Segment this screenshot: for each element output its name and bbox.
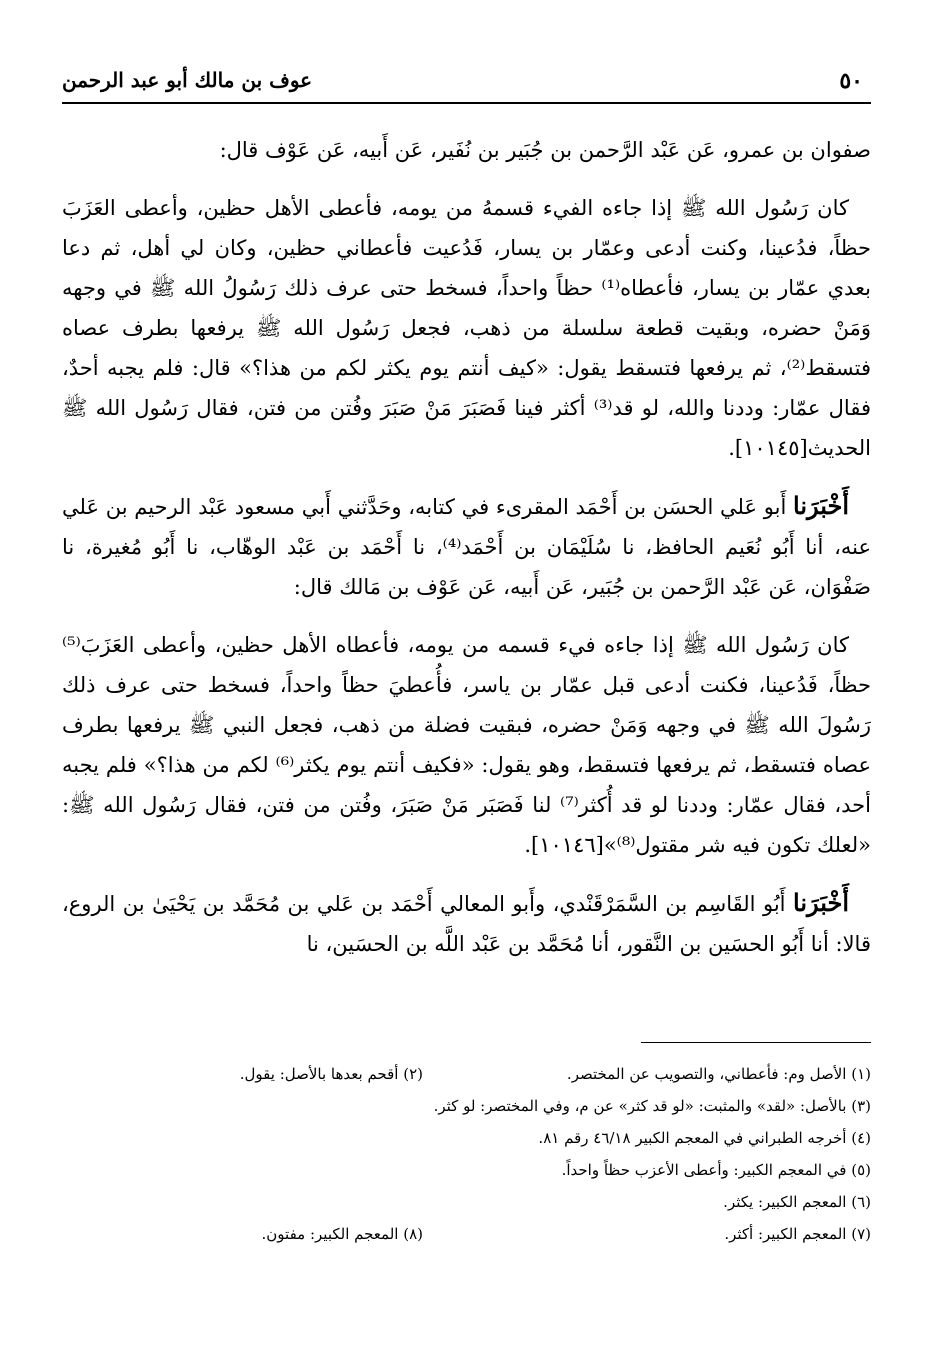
paragraph-3-text: أَبو عَلي الحسَن بن أَحْمَد المقرىء في كتابه، وحَدَّثني أَبي مسعود عَبْد الرحيم بن عَلي عنه، أنا أَبُو نُعَيم الحافظ، نا سُلَيْمَان بن أَحْمَد⁽⁴⁾، نا أَحْمَد بن عَبْد الوهّاب، نا أَبُو مُغيرة، نا صَفْوَان، عَن عَبْد الرَّحمن بن جُبَير، عَن أَبيه، عَن عَوْف بن مَالك قال:	[62, 495, 872, 599]
paragraph-3	[62, 486, 871, 607]
footnote-row	[62, 1186, 871, 1218]
paragraph-4: كان رَسُول الله ﷺ إذا جاءه فيء قسمه من يومه، فأعطاه الأهل حظين، وأعطى العَزَبَ⁽⁵⁾ حظاً، فَدُعينا، فكنت أدعى قبل عمّار بن ياسر، فأُعطيَ حظاً واحداً، فسخط حتى عرف ذلك رَسُولَ الله ﷺ في وجهه وَمَنْ حضره، فبقيت فضلة من ذهب، فجعل النبي ﷺ يرفعها بطرف عصاه فتسقط، ثم يرفعها فتسقط، وهو يقول: «فكيف أنتم يوم يكثر⁽⁶⁾ لكم من هذا؟» فلم يجبه أحد، فقال عمّار: وددنا لو قد أُكثر⁽⁷⁾ لنا فَصَبَر مَنْ صَبَرَ، وفُتن من فتن، فقال رَسُول الله ﷺ: «لعلك تكون فيه شر مقتول⁽⁸⁾»[١٠١٤٦].	[62, 633, 871, 857]
akhbarana-lead: أَخْبَرَنا	[793, 888, 849, 917]
footnote-row	[62, 1122, 871, 1154]
footnote-row	[62, 1090, 871, 1122]
footnote-1: (١) الأصل وم: فأعطاني، والتصويب عن المختصر.	[566, 1065, 871, 1083]
footnote-3: (٣) بالأصل: «لقد» والمثبت: «لو قد كثر» عن م، وفي المختصر: لو كثر.	[433, 1097, 871, 1115]
main-text	[62, 130, 871, 982]
paragraph-5-text: أَبُو القَاسِم بن السَّمَرْقَنْدي، وأَبو المعالي أَحْمَد بن عَلي بن مُحَمَّد بن يَحْيَىٰ بن الروع، قالا: أنا أَبُو الحسَين بن النَّقور، أنا مُحَمَّد بن عَبْد اللَّه بن الحسَين، نا	[62, 892, 871, 956]
footnote-row	[62, 1058, 871, 1090]
footnote-8: (٨) المعجم الكبير: مفتون.	[261, 1225, 423, 1243]
footnote-2: (٢) أقحم بعدها بالأصل: يقول.	[239, 1065, 423, 1083]
paragraph-2: كان رَسُول الله ﷺ إذا جاءه الفيء قسمهُ من يومه، فأعطى الأهل حظين، وأعطى العَزَبَ حظاً، فدُعينا، وكنت أدعى وعمّار بن يسار، فَدُعيت فأعطاني حظين، وكان لي أهل، ثم دعا بعدي عمّار بن يسار، فأعطاه⁽¹⁾ حظاً واحداً، فسخط حتى عرف ذلك رَسُولُ الله ﷺ في وجهه وَمَنْ حضره، وبقيت قطعة سلسلة من ذهب، فجعل رَسُول الله ﷺ يرفعها بطرف عصاه فتسقط⁽²⁾، ثم يرفعها فتسقط يقول: «كيف أنتم يوم يكثر لكم من هذا؟» قال: فلم يجبه أحدٌ، فقال عمّار: وددنا والله، لو قد⁽³⁾ أكثر فينا فَصَبَرَ مَنْ صَبَرَ وفُتن من فتن، فقال رَسُول الله ﷺ الحديث[١٠١٤٥].	[62, 196, 872, 460]
paragraph-5	[62, 883, 871, 964]
akhbarana-lead: أَخْبَرَنا	[793, 491, 849, 520]
footnote-5: (٥) في المعجم الكبير: وأعطى الأعزب حظاً واحداً.	[561, 1161, 871, 1179]
footnotes	[62, 1058, 871, 1250]
page-header	[62, 62, 871, 104]
footnote-divider	[641, 1042, 871, 1043]
footnote-row	[62, 1154, 871, 1186]
footnote-4: (٤) أخرجه الطبراني في المعجم الكبير ٤٦/١٨ رقم ٨١.	[538, 1129, 871, 1147]
paragraph-1: صفوان بن عمرو، عَن عَبْد الرَّحمن بن جُبَير بن نُفَير، عَن أَبيه، عَن عَوْف قال:	[219, 138, 871, 162]
footnote-row	[62, 1218, 871, 1250]
footnote-7: (٧) المعجم الكبير: أكثر.	[724, 1225, 871, 1243]
page-number: ٥٠	[839, 68, 863, 94]
running-title: عوف بن مالك أبو عبد الرحمن	[62, 68, 313, 92]
footnote-6: (٦) المعجم الكبير: يكثر.	[723, 1193, 871, 1211]
